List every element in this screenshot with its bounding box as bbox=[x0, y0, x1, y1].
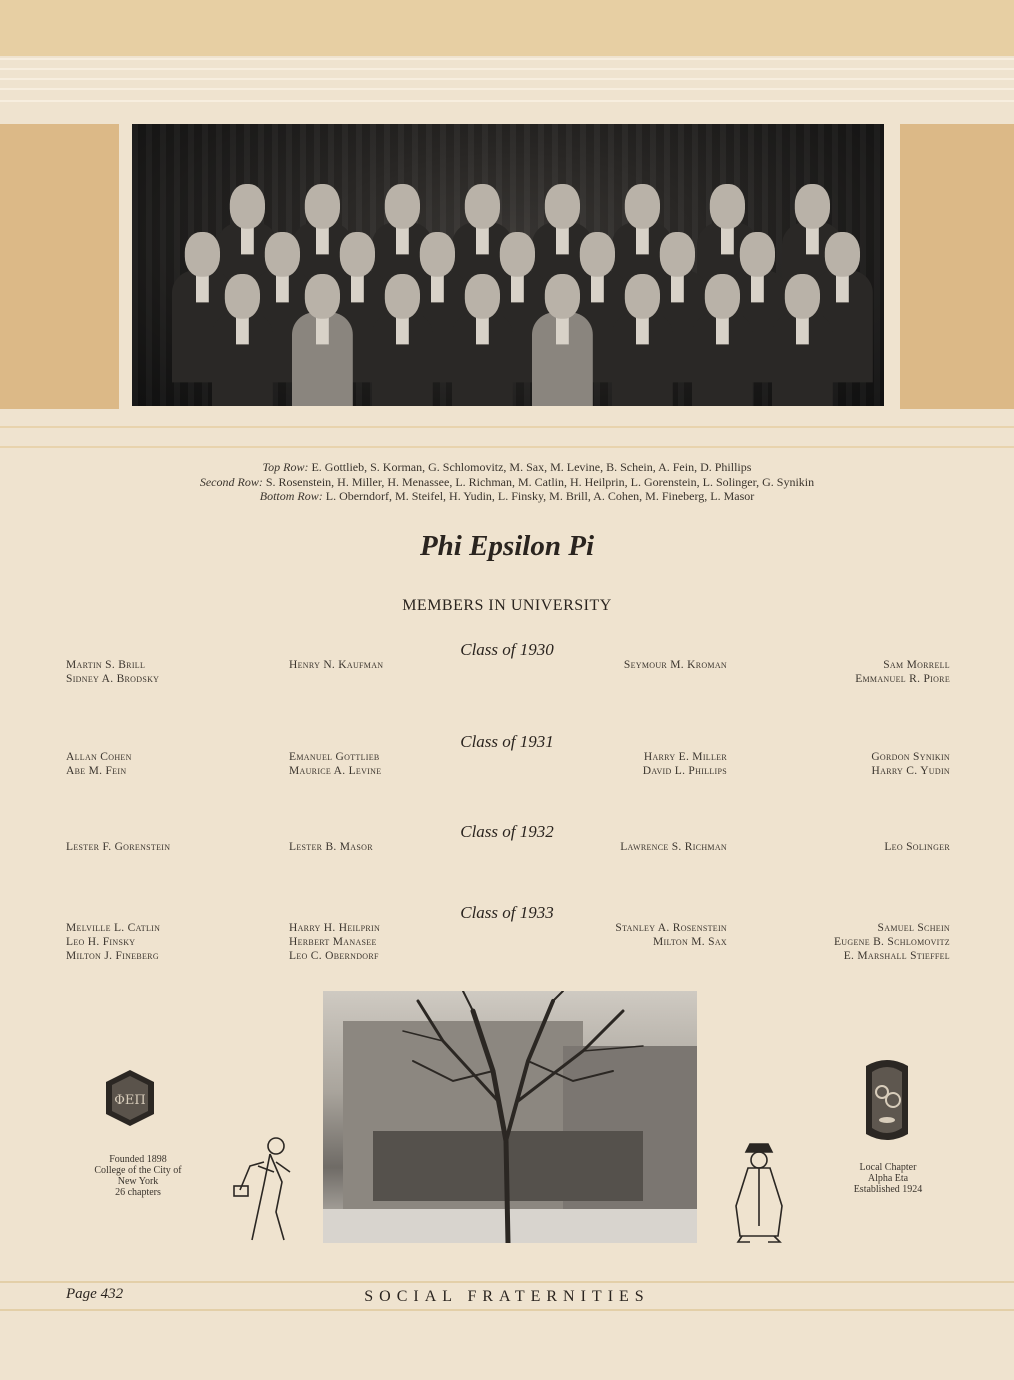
member-name: David L. Phillips bbox=[642, 765, 727, 777]
student-cartoon-icon bbox=[230, 1132, 300, 1249]
member-name: Stanley A. Rosenstein bbox=[615, 922, 727, 934]
member-name: E. Marshall Stieffel bbox=[843, 950, 950, 962]
caption-names: E. Gottlieb, S. Korman, G. Schlomovitz, M. Sax, M. Levine, B. Schein, A. Fein, D. Phillips bbox=[311, 460, 752, 474]
member-name: Milton J. Fineberg bbox=[66, 950, 159, 962]
founded-line: 26 chapters bbox=[115, 1187, 161, 1198]
caption-top-row bbox=[0, 460, 1014, 475]
chapter-house-photo bbox=[323, 991, 697, 1243]
member-name: Sam Morrell bbox=[883, 659, 950, 671]
member-name: Lester B. Masor bbox=[289, 841, 373, 853]
class-heading: Class of 1932 bbox=[460, 822, 554, 841]
header-rule bbox=[0, 78, 1014, 80]
class-heading: Class of 1931 bbox=[460, 732, 554, 751]
section-title: SOCIAL FRATERNITIES bbox=[364, 1288, 650, 1305]
member-column bbox=[884, 840, 950, 854]
caption-bottom-row bbox=[0, 489, 1014, 504]
header-rule bbox=[0, 68, 1014, 70]
caption-second-row bbox=[0, 475, 1014, 490]
member-column bbox=[66, 840, 170, 854]
chapter-line: Local Chapter bbox=[859, 1162, 917, 1173]
member-column bbox=[643, 750, 727, 778]
header-rule bbox=[0, 100, 1014, 102]
founded-line: College of the City of bbox=[94, 1165, 182, 1176]
founded-line: Founded 1898 bbox=[109, 1154, 167, 1165]
member-column bbox=[289, 750, 381, 778]
founded-line: New York bbox=[117, 1176, 159, 1187]
member-column bbox=[66, 750, 132, 778]
footer-rule bbox=[0, 1309, 1014, 1311]
member-name: Lawrence S. Richman bbox=[620, 841, 727, 853]
member-name: Martin S. Brill bbox=[66, 659, 146, 671]
chapter-note bbox=[828, 1162, 948, 1195]
caption-label: Bottom Row: bbox=[259, 489, 323, 503]
member-name: Eugene B. Schlomovitz bbox=[833, 936, 950, 948]
member-name: Herbert Manasee bbox=[289, 936, 377, 948]
member-column bbox=[855, 658, 950, 686]
member-name: Lester F. Gorenstein bbox=[66, 841, 171, 853]
page-title: Phi Epsilon Pi bbox=[419, 530, 595, 562]
group-photo bbox=[132, 124, 884, 406]
member-name: Harry H. Heilprin bbox=[289, 922, 381, 934]
member-column bbox=[289, 840, 373, 854]
caption-label: Second Row: bbox=[199, 474, 263, 489]
member-name: Samuel Schein bbox=[877, 922, 950, 934]
caption-names: L. Oberndorf, M. Steifel, H. Yudin, L. Finsky, M. Brill, A. Cohen, M. Fineberg, L. Masor bbox=[325, 489, 755, 503]
member-name: Emanuel Gottlieb bbox=[289, 751, 380, 763]
right-tan-block bbox=[900, 124, 1014, 409]
chapter-pin-icon bbox=[860, 1056, 914, 1144]
member-column bbox=[624, 658, 727, 672]
left-tan-block bbox=[0, 124, 119, 409]
member-name: Leo C. Oberndorf bbox=[289, 950, 379, 962]
member-column bbox=[871, 750, 950, 778]
member-column bbox=[615, 921, 727, 949]
member-name: Milton M. Sax bbox=[652, 936, 727, 948]
photo-captions bbox=[0, 460, 1014, 504]
member-name: Maurice A. Levine bbox=[289, 765, 382, 777]
member-name: Gordon Synikin bbox=[871, 751, 950, 763]
founded-note bbox=[78, 1154, 198, 1198]
divider-rule bbox=[0, 426, 1014, 428]
badge-letters: ΦΕΠ bbox=[114, 1093, 146, 1108]
member-name: Allan Cohen bbox=[66, 751, 132, 763]
caption-names: S. Rosenstein, H. Miller, H. Menassee, L. Richman, M. Catlin, H. Heilprin, L. Gorenstein, L. Solinger, G. Synikin bbox=[265, 474, 815, 489]
member-column bbox=[66, 658, 159, 686]
member-column bbox=[289, 921, 380, 963]
member-name: Leo H. Finsky bbox=[66, 936, 136, 948]
member-column bbox=[834, 921, 950, 963]
member-name: Leo Solinger bbox=[884, 841, 950, 853]
member-name: Henry N. Kaufman bbox=[289, 659, 384, 671]
member-name: Sidney A. Brodsky bbox=[66, 673, 160, 685]
member-name: Seymour M. Kroman bbox=[623, 659, 727, 671]
chapter-line: Alpha Eta bbox=[867, 1173, 909, 1184]
member-column bbox=[289, 658, 383, 672]
coat-cartoon-icon bbox=[728, 1136, 788, 1251]
header-rule bbox=[0, 58, 1014, 60]
member-name: Abe M. Fein bbox=[66, 765, 127, 777]
page-number: Page 432 bbox=[66, 1286, 124, 1302]
caption-label: Top Row: bbox=[262, 460, 309, 474]
section-subtitle: MEMBERS IN UNIVERSITY bbox=[402, 597, 612, 614]
class-heading: Class of 1930 bbox=[460, 640, 554, 659]
member-name: Emmanuel R. Piore bbox=[855, 673, 950, 685]
divider-rule bbox=[0, 446, 1014, 448]
member-name: Harry C. Yudin bbox=[871, 765, 950, 777]
header-rule bbox=[0, 88, 1014, 90]
chapter-line: Established 1924 bbox=[853, 1184, 923, 1195]
member-column bbox=[66, 921, 160, 963]
member-name: Melville L. Catlin bbox=[66, 922, 161, 934]
class-heading: Class of 1933 bbox=[460, 903, 554, 922]
fraternity-badge-icon bbox=[102, 1068, 158, 1128]
tree-silhouette bbox=[323, 991, 697, 1243]
member-name: Harry E. Miller bbox=[643, 751, 727, 763]
footer-rule bbox=[0, 1281, 1014, 1283]
member-column bbox=[620, 840, 727, 854]
top-band bbox=[0, 0, 1014, 56]
